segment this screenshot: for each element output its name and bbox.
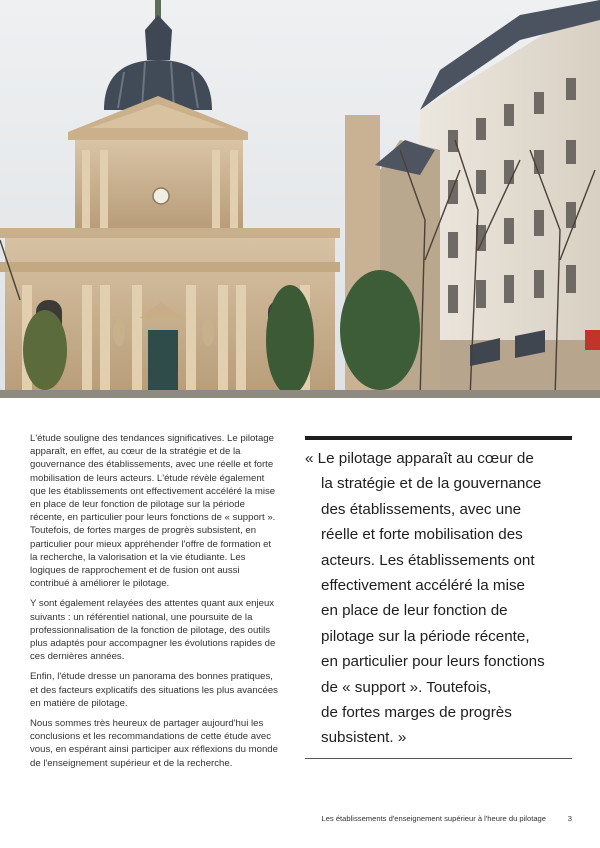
pull-quote [305,446,580,751]
quote-line: de « support ». Toutefois, [321,678,492,696]
quote-line: en place de leur fonction de [321,602,508,620]
paragraph-1: L'étude souligne des tendances significatives. Le pilotage apparaît, en effet, au cœur de la stratégie et de la gouvernance des établissements, avec une réelle et forte mobilisation de leurs acteurs. L'étude révèle également que les établissements ont effectivement accéléré la mise en place de leur fonction de pilotage sur la période récente, en particulier pour leurs fonctions de « support ». Toutefois, de fortes marges de progrès subsistent, en particulier pour mieux appréhender l'offre de formation et la recherche, la valorisation et la vie étudiante. Les logiques de rapprochement et de fusion ont aussi contribué à améliorer le pilotage. [30,433,276,590]
quote-line: réelle et forte mobilisation des [321,526,523,544]
quote-bottom-rule [305,758,572,759]
quote-line: effectivement accéléré la mise [321,577,526,595]
quote-line: des établissements, avec une [321,500,522,518]
paragraph-2: Y sont également relayées des attentes quant aux enjeux suivants : un référentiel national, une poursuite de la professionnalisation de la fonction de pilotage, des outils plus adaptés pour accompagner les évolutions rapides de ces dernières années. [30,598,276,663]
quote-top-rule [305,436,572,440]
quote-line: la stratégie et de la gouvernance [321,475,542,493]
paragraph-4: Nous sommes très heureux de partager aujourd'hui les conclusions et les recommandations de cette étude avec vous, en espérant ainsi participer aux réflexions du monde de l'enseignement supérieur et de la recherche. [30,718,278,769]
paragraph-3: Enfin, l'étude dresse un panorama des bonnes pratiques, et des facteurs explicatifs des situations les plus avancées en matière de pilotage. [30,671,278,709]
intro-text [30,432,278,777]
quote-line: subsistent. » [321,729,407,747]
quote-line: acteurs. Les établissements ont [321,551,535,569]
sorbonne-chapel-photo [0,0,600,398]
page-number: 3 [567,814,572,823]
quote-line: « Le pilotage apparaît au cœur de [305,450,534,467]
quote-line: en particulier pour leurs fonctions [321,653,545,671]
footer-title: Les établissements d'enseignement supérieur à l'heure du pilotage [321,814,546,823]
quote-line: pilotage sur la période récente, [321,627,530,645]
quote-line: de fortes marges de progrès [321,704,512,722]
